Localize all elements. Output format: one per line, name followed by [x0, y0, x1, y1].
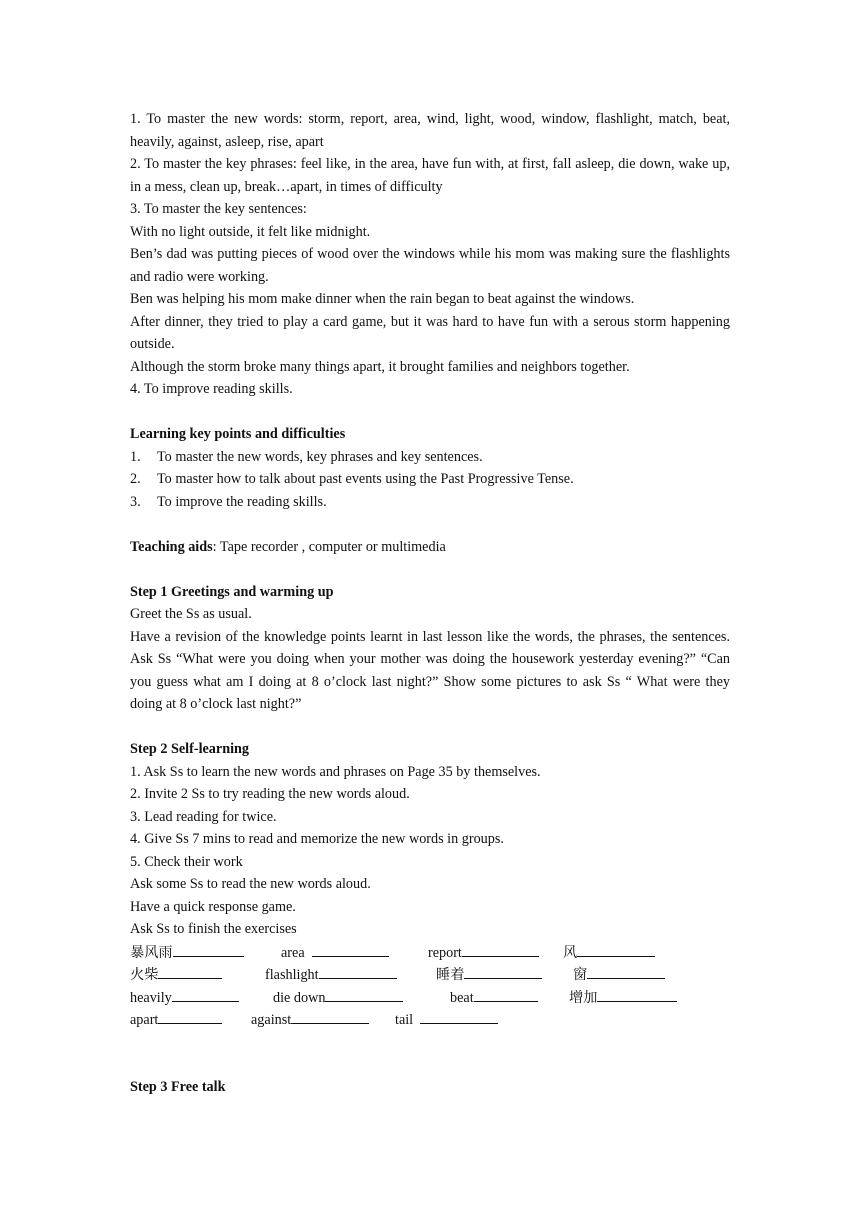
- exercise-row: [130, 986, 730, 1009]
- objective-sentences: 3. To master the key sentences:: [130, 201, 307, 217]
- exercise-item: 增加: [569, 986, 677, 1010]
- answer-blank[interactable]: [462, 941, 539, 957]
- answer-blank[interactable]: [464, 963, 542, 979]
- key-sentence: Ben’s dad was putting pieces of wood over the windows while his mom was making sure the flashlights and radio were working.: [130, 246, 730, 285]
- step2-heading: Step 2 Self-learning: [130, 741, 250, 757]
- answer-blank[interactable]: [587, 963, 665, 979]
- exercise-item: area: [281, 941, 389, 965]
- answer-blank[interactable]: [597, 986, 677, 1002]
- exercise-item: 暴风雨: [130, 941, 244, 965]
- list-item: 2. To master how to talk about past events using the Past Progressive Tense.: [130, 471, 574, 487]
- answer-blank[interactable]: [420, 1008, 498, 1024]
- answer-blank[interactable]: [312, 941, 389, 957]
- exercise-item: report: [428, 941, 539, 965]
- exercise-item: heavily: [130, 986, 239, 1010]
- key-points-heading: Learning key points and difficulties: [130, 426, 346, 442]
- answer-blank[interactable]: [325, 986, 403, 1002]
- exercise-item: tail: [395, 1008, 498, 1032]
- list-item: 1. To master the new words, key phrases and key sentences.: [130, 448, 483, 465]
- step2-line: Ask some Ss to read the new words aloud.: [130, 876, 371, 892]
- step2-line: 5. Check their work: [130, 853, 243, 870]
- exercise-item: die down: [273, 986, 403, 1010]
- step1-heading: Step 1 Greetings and warming up: [130, 583, 334, 600]
- answer-blank[interactable]: [158, 963, 222, 979]
- step2-line: 4. Give Ss 7 mins to read and memorize the new words in groups.: [130, 831, 504, 847]
- answer-blank[interactable]: [158, 1008, 222, 1024]
- exercise-row: [130, 941, 730, 964]
- exercise-item: beat: [450, 986, 538, 1010]
- exercise-item: 窗: [573, 963, 665, 987]
- step2-line: 2. Invite 2 Ss to try reading the new words aloud.: [130, 786, 410, 802]
- answer-blank[interactable]: [173, 941, 244, 957]
- exercise-item: against: [251, 1008, 369, 1032]
- step1-line: Have a revision of the knowledge points learnt in last lesson like the words, the phrases, the sentences. Ask Ss “What were you doing when your mother was doing the housework yesterday evening?” “Can you guess what am I doing at 8 o’clock last night?” Show some pictures to ask Ss “ What were they doing at 8 o’clock last night?”: [130, 628, 730, 712]
- step3-heading: Step 3 Free talk: [130, 1078, 226, 1095]
- key-points-list: [130, 446, 730, 514]
- teaching-aids: [130, 536, 730, 559]
- exercise-row: [130, 1008, 730, 1031]
- list-item: 3. To improve the reading skills.: [130, 493, 327, 510]
- objective-reading: 4. To improve reading skills.: [130, 381, 293, 397]
- exercise-item: 火柴: [130, 963, 222, 987]
- step2-line: Have a quick response game.: [130, 898, 296, 915]
- key-sentence: With no light outside, it felt like midnight.: [130, 223, 371, 240]
- key-sentence: After dinner, they tried to play a card game, but it was hard to have fun with a serous storm happening outside.: [130, 313, 730, 352]
- teaching-aids-label: Teaching aids: [130, 538, 213, 555]
- key-sentence: Although the storm broke many things apart, it brought families and neighbors together.: [130, 358, 630, 375]
- answer-blank[interactable]: [577, 941, 655, 957]
- step2-line: Ask Ss to finish the exercises: [130, 921, 297, 937]
- answer-blank[interactable]: [291, 1008, 369, 1024]
- exercise-item: apart: [130, 1008, 222, 1032]
- answer-blank[interactable]: [172, 986, 239, 1002]
- step1-line: Greet the Ss as usual.: [130, 606, 252, 622]
- answer-blank[interactable]: [474, 986, 538, 1002]
- exercise-item: 睡着: [436, 963, 542, 987]
- document-page: [130, 108, 730, 1098]
- objective-words: 1. To master the new words: storm, report, area, wind, light, wood, window, flashlight, match, beat, heavily, against, asleep, rise, apart: [130, 111, 730, 150]
- teaching-aids-text: : Tape recorder , computer or multimedia: [212, 538, 446, 555]
- objective-phrases: 2. To master the key phrases: feel like, in the area, have fun with, at first, fall asleep, die down, wake up, in a mess, clean up, break…apart, in times of difficulty: [130, 156, 730, 195]
- answer-blank[interactable]: [319, 963, 397, 979]
- step2-line: 3. Lead reading for twice.: [130, 808, 277, 825]
- exercise-item: 风: [563, 941, 655, 965]
- step2-line: 1. Ask Ss to learn the new words and phrases on Page 35 by themselves.: [130, 763, 541, 780]
- key-sentence: Ben was helping his mom make dinner when the rain began to beat against the windows.: [130, 291, 635, 307]
- exercise-item: flashlight: [265, 963, 397, 987]
- exercise-row: [130, 963, 730, 986]
